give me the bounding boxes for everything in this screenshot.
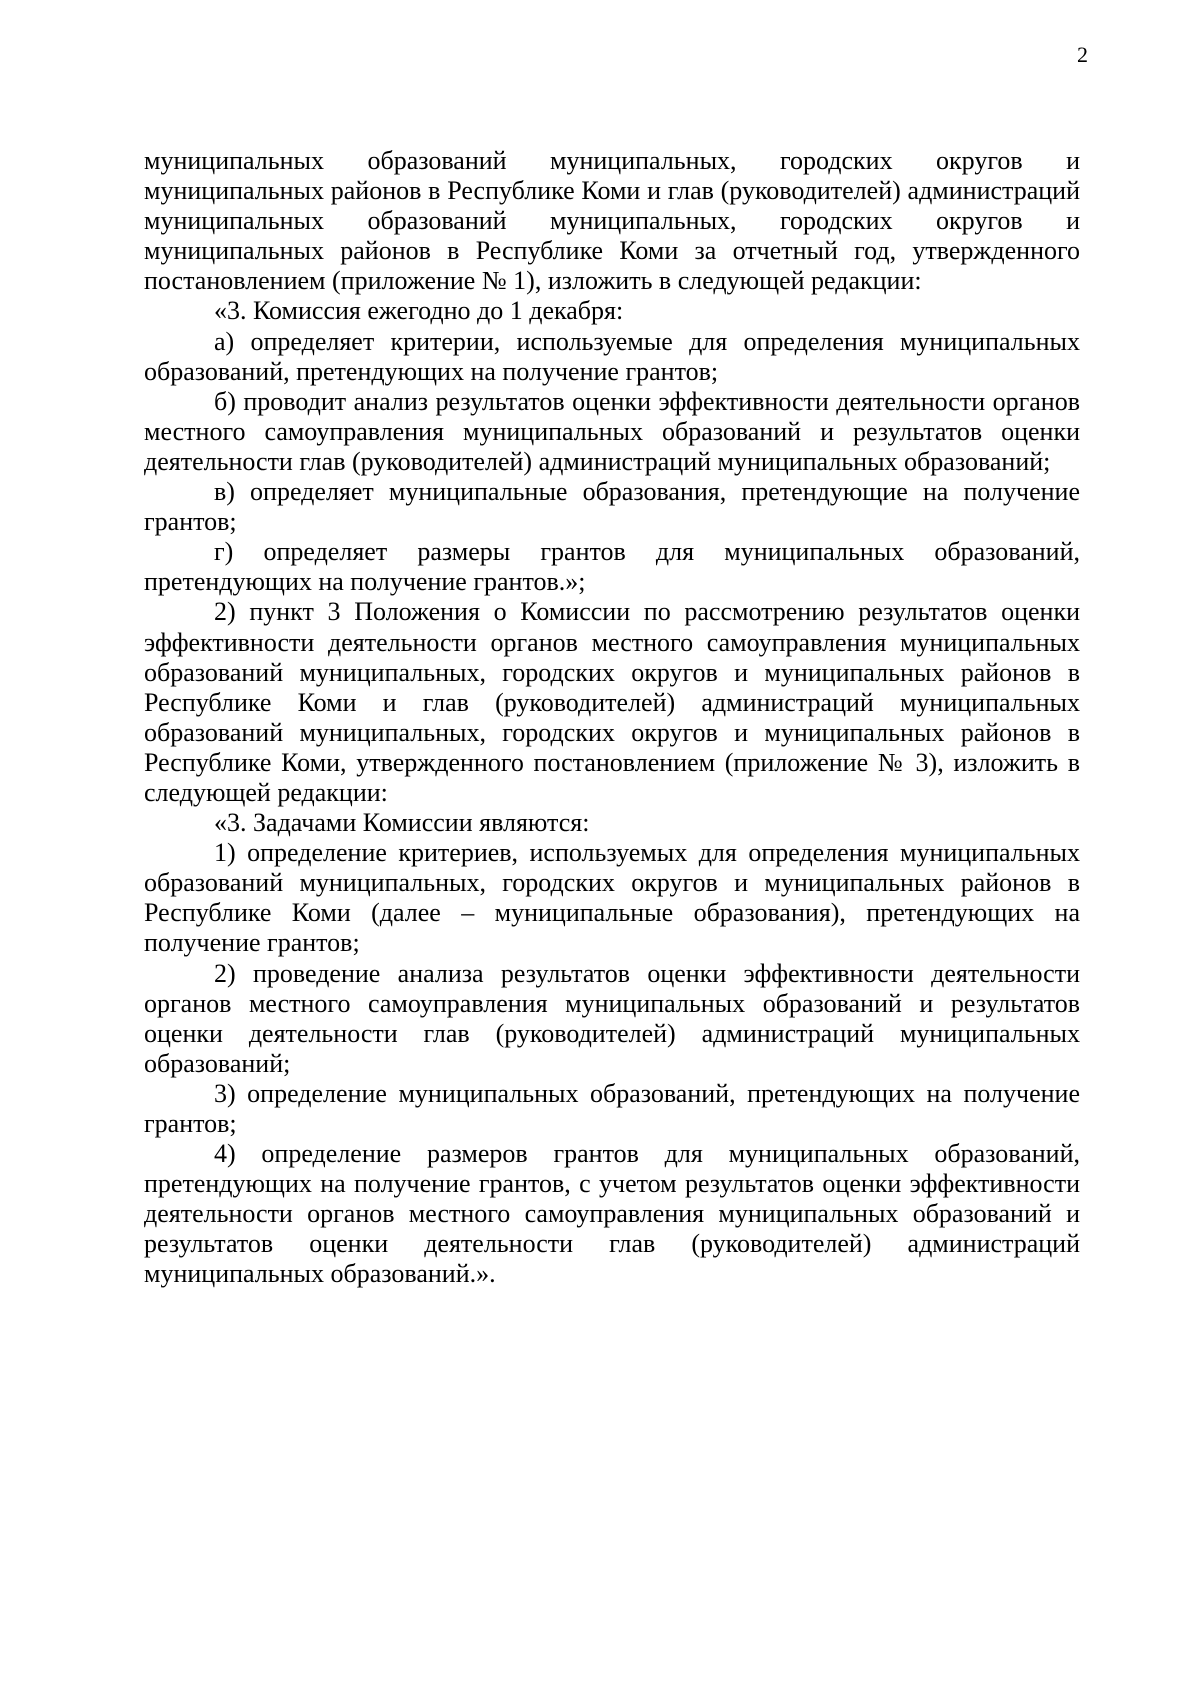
paragraph-item-v: в) определяет муниципальные образования, претендующие на получение грантов; [144,477,1080,537]
paragraph-task-1: 1) определение критериев, используемых для определения муниципальных образований муниципальных, городских округов и муниципальных районов в Республике Коми (далее – муниципальные образования), претендующих на получение грантов; [144,838,1080,958]
paragraph-item-g: г) определяет размеры грантов для муниципальных образований, претендующих на получение грантов.»; [144,537,1080,597]
paragraph-point-2: 2) пункт 3 Положения о Комиссии по рассмотрению результатов оценки эффективности деятельности органов местного самоуправления муниципальных образований муниципальных, городских округов и муниципальных районов в Республике Коми и глав (руководителей) администраций муниципальных образований муниципальных, городских округов и муниципальных районов в Республике Коми, утвержденного постановлением (приложение № 3), изложить в следующей редакции: [144,597,1080,807]
document-body [144,146,1080,1290]
paragraph-task-4: 4) определение размеров грантов для муниципальных образований, претендующих на получение грантов, с учетом результатов оценки эффективности деятельности органов местного самоуправления муниципальных образований и результатов оценки деятельности глав (руководителей) администраций муниципальных образований.». [144,1139,1080,1289]
paragraph-task-3: 3) определение муниципальных образований, претендующих на получение грантов; [144,1078,1080,1138]
paragraph-item-a: а) определяет критерии, используемые для определения муниципальных образований, претендующих на получение грантов; [144,326,1080,386]
paragraph-commission-deadline: «3. Комиссия ежегодно до 1 декабря: [214,296,624,326]
paragraph-task-2: 2) проведение анализа результатов оценки эффективности деятельности органов местного самоуправления муниципальных образований и результатов оценки деятельности глав (руководителей) администраций муниципальных образований; [144,958,1080,1078]
paragraph-item-b: б) проводит анализ результатов оценки эффективности деятельности органов местного самоуправления муниципальных образований и результатов оценки деятельности глав (руководителей) администраций муниципальных образований; [144,386,1080,476]
page-number: 2 [1077,42,1088,67]
paragraph-commission-tasks: «3. Задачами Комиссии являются: [214,808,590,838]
paragraph-continuation: муниципальных образований муниципальных, городских округов и муниципальных районов в Республике Коми и глав (руководителей) администраций муниципальных образований муниципальных, городских округов и муниципальных районов в Республике Коми за отчетный год, утвержденного постановлением (приложение № 1), изложить в следующей редакции: [144,146,1080,296]
